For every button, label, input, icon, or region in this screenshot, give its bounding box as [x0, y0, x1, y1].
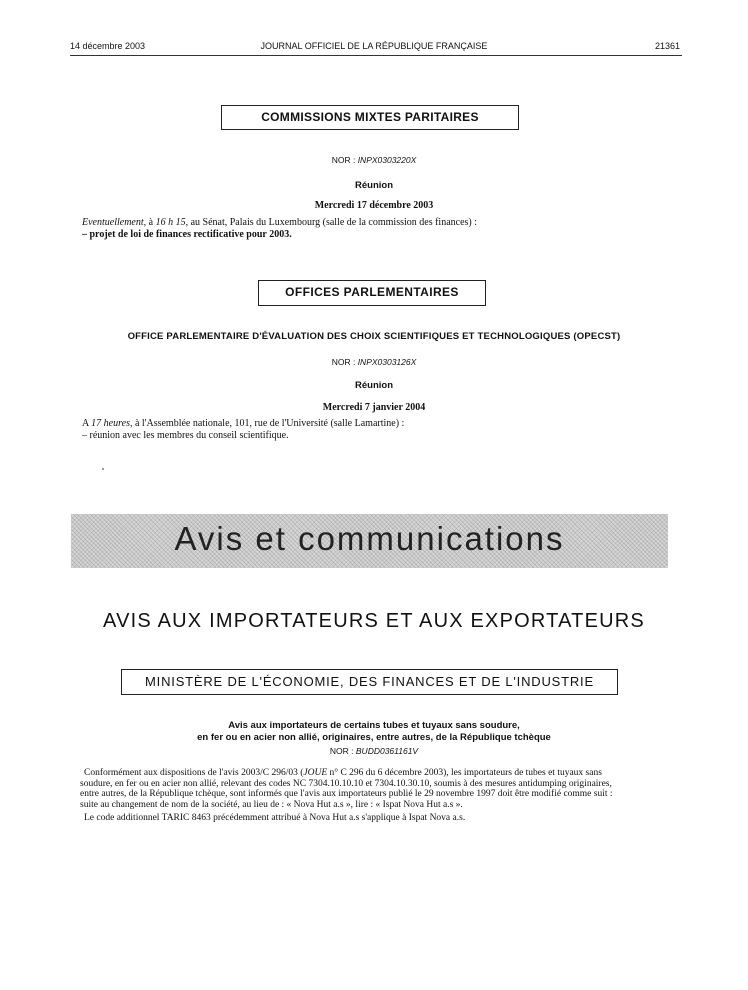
header-date: 14 décembre 2003: [70, 41, 146, 51]
opecst-time: 17 heures: [91, 418, 130, 429]
cmp-nor: [0, 155, 748, 165]
cmp-time: 16 h 15: [155, 217, 186, 228]
avis-section-title: AVIS AUX IMPORTATEURS ET AUX EXPORTATEURS: [103, 610, 645, 632]
opecst-location: , à l'Assemblée nationale, 101, rue de l'Université (salle Lamartine) :: [129, 418, 405, 429]
cmp-section-title: COMMISSIONS MIXTES PARITAIRES: [221, 105, 519, 130]
avis-para1-line1-a: Conformément aux dispositions de l'avis 2003/C 296/03 (: [84, 768, 304, 778]
avis-paragraph-1: [80, 768, 668, 810]
opecst-meeting-line: [82, 419, 404, 429]
header-journal-title: JOURNAL OFFICIEL DE LA RÉPUBLIQUE FRANÇAISE: [260, 41, 488, 51]
cmp-location: , au Sénat, Palais du Luxembourg (salle de la commission des finances) :: [185, 217, 478, 228]
avis-nor-code: BUDD0361161V: [355, 746, 419, 756]
header-page-number: 21361: [654, 41, 680, 51]
avis-subject-line1: Avis aux importateurs de certains tubes et tuyaux sans soudure,: [228, 720, 520, 731]
avis-para1-line4: suite au changement de nom de la société, au lieu de : « Nova Hut a.s », lire : « Ispat Nova Hut a.s ».: [80, 799, 463, 810]
opecst-nor-code: INPX0303126X: [357, 357, 417, 367]
opecst-line1-start: A: [82, 418, 92, 429]
avis-nor: [0, 746, 748, 756]
cmp-agenda-item: – projet de loi de finances rectificative pour 2003.: [82, 229, 292, 240]
avis-banner-title: Avis et communications: [174, 520, 565, 557]
avis-subject-line2: en fer ou en acier non allié, originaires, entre autres, de la République tchèque: [197, 732, 551, 743]
cmp-line1-mid: à: [146, 217, 156, 228]
avis-paragraph-2: Le code additionnel TARIC 8463 précédemment attribué à Nova Hut a.s s'applique à Ispat Nova a.s.: [84, 813, 466, 823]
cmp-meeting-date: Mercredi 17 décembre 2003: [314, 200, 434, 211]
offices-section-title: OFFICES PARLEMENTAIRES: [258, 280, 486, 306]
opecst-meeting-heading: Réunion: [355, 380, 393, 391]
cmp-eventually: Eventuellement,: [82, 217, 147, 228]
header-rule: [70, 55, 682, 56]
stray-dot: [102, 468, 104, 470]
cmp-meeting-heading: Réunion: [355, 180, 393, 191]
opecst-agenda-item: – réunion avec les membres du conseil scientifique.: [82, 430, 289, 441]
cmp-nor-code: INPX0303220X: [357, 155, 417, 165]
avis-para1-line1-b: n° C 296 du 6 décembre 2003), les importateurs de tubes et tuyaux sans: [327, 768, 602, 778]
opecst-meeting-date: Mercredi 7 janvier 2004: [322, 402, 426, 413]
cmp-meeting-line: [82, 218, 477, 228]
avis-para1-line3: entre autres, de la République tchèque, sont informés que l'avis aux importateurs publié le 29 novembre 1997 doit être modifié comme suit :: [80, 789, 613, 799]
avis-para1-line2: soudure, en fer ou en acier non allié, relevant des codes NC 7304.10.10.10 et 7304.10.30.10, soumis à des mesures antidumping originaires,: [80, 778, 612, 789]
ministry-title: MINISTÈRE DE L'ÉCONOMIE, DES FINANCES ET DE L'INDUSTRIE: [121, 669, 618, 695]
cmp-nor-label: NOR :: [331, 155, 356, 165]
avis-para1-line1: [80, 768, 668, 779]
opecst-nor-label: NOR :: [331, 357, 356, 367]
opecst-nor: [0, 357, 748, 367]
opecst-office-name: OFFICE PARLEMENTAIRE D'ÉVALUATION DES CHOIX SCIENTIFIQUES ET TECHNOLOGIQUES (OPECST): [127, 331, 621, 342]
avis-para1-joue: JOUE: [303, 768, 328, 778]
avis-nor-label: NOR :: [329, 746, 354, 756]
